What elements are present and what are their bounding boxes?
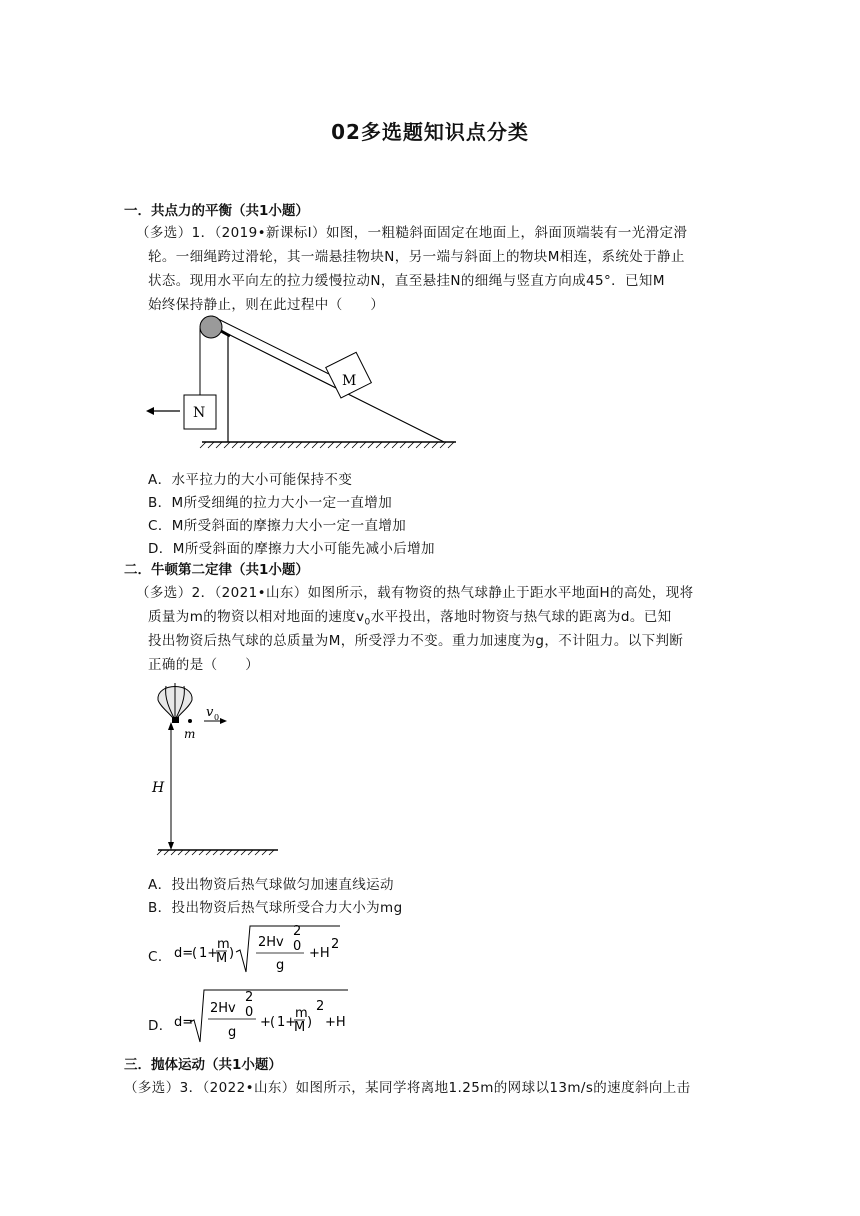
hot-air-balloon-icon [158, 683, 192, 718]
svg-text:d=: d= [174, 1015, 194, 1030]
svg-text:2Hv: 2Hv [210, 1001, 236, 1016]
question-1-line-1: （多选）1．（2019•新课标Ⅰ）如图，一粗糙斜面固定在地面上，斜面顶端装有一光滑定滑 [136, 225, 688, 241]
q1-option-d[interactable]: D．M所受斜面的摩擦力大小可能先减小后增加 [148, 541, 435, 557]
svg-text:(: ( [192, 946, 198, 961]
q2-option-b[interactable]: B．投出物资后热气球所受合力大小为mg [148, 900, 403, 916]
q2-option-d-formula [172, 986, 352, 1046]
svg-text:2: 2 [316, 999, 325, 1014]
svg-text:): ) [229, 946, 235, 961]
velocity-sub-label: 0 [214, 713, 220, 722]
svg-text:1+: 1+ [277, 1015, 297, 1030]
section-heading-2: 二．牛顿第二定律（共1小题） [124, 562, 309, 578]
q2-option-c-label[interactable]: C． [148, 949, 172, 965]
question-2-line-1: （多选）2．（2021•山东）如图所示，载有物资的热气球静止于距水平地面H的高处，现将 [136, 585, 694, 601]
height-label: H [152, 780, 165, 796]
q2-option-c-formula [172, 920, 342, 978]
question-2-line-2: 质量为m的物资以相对地面的速度$v_0$水平投出，落地时物资与热气球的距离为d。已知 [148, 609, 672, 628]
balloon-figure [150, 678, 290, 860]
svg-text:2: 2 [331, 937, 340, 952]
svg-text:(: ( [270, 1015, 276, 1030]
block-m-label: M [342, 373, 357, 389]
question-2-line-3: 投出物资后热气球的总质量为M，所受浮力不变。重力加速度为g，不计阻力。以下判断 [148, 633, 684, 649]
svg-text:m: m [217, 937, 230, 952]
section-heading-1: 一．共点力的平衡（共1小题） [124, 203, 309, 219]
svg-text:+H: +H [325, 1015, 346, 1030]
question-1-line-2: 轮。一细绳跨过滑轮，其一端悬挂物块N，另一端与斜面上的物块M相连，系统处于静止 [148, 249, 685, 265]
svg-text:2: 2 [293, 924, 302, 939]
right-arrow-icon [220, 718, 227, 724]
q1-option-c[interactable]: C．M所受斜面的摩擦力大小一定一直增加 [148, 518, 407, 534]
section-heading-3: 三．抛体运动（共1小题） [124, 1057, 282, 1073]
velocity-label: v [206, 705, 214, 720]
left-arrow-icon [146, 407, 154, 415]
svg-text:M: M [294, 1020, 306, 1035]
q1-option-b[interactable]: B．M所受细绳的拉力大小一定一直增加 [148, 495, 393, 511]
page-title: 02多选题知识点分类 [331, 120, 529, 144]
svg-text:g: g [276, 958, 285, 973]
q2-option-d-label[interactable]: D． [148, 1018, 173, 1034]
q1-option-a[interactable]: A．水平拉力的大小可能保持不变 [148, 472, 353, 488]
svg-text:2Hv: 2Hv [258, 935, 284, 950]
svg-text:m: m [295, 1006, 308, 1021]
svg-text:): ) [307, 1015, 313, 1030]
svg-text:0: 0 [293, 939, 302, 954]
question-3-line-1: （多选）3．（2022•山东）如图所示，某同学将离地1.25m的网球以13m/s的速度斜向上击 [124, 1080, 691, 1096]
svg-text:1+: 1+ [199, 946, 219, 961]
svg-text:g: g [228, 1025, 237, 1040]
svg-text:+H: +H [309, 946, 330, 961]
question-1-line-4: 始终保持静止，则在此过程中（ ） [148, 297, 385, 313]
svg-text:2: 2 [245, 990, 254, 1005]
block-n-label: N [193, 405, 206, 421]
svg-text:d=: d= [174, 946, 194, 961]
svg-text:0: 0 [245, 1005, 254, 1020]
svg-text:M: M [216, 951, 228, 966]
svg-text:+: + [260, 1015, 271, 1030]
pulley-icon [200, 316, 222, 338]
mass-label: m [184, 727, 196, 741]
question-2-line-4: 正确的是（ ） [148, 657, 260, 673]
question-1-line-3: 状态。现用水平向左的拉力缓慢拉动N，直至悬挂N的细绳与竖直方向成45°．已知M [148, 273, 665, 289]
incline-pulley-figure [140, 310, 470, 450]
q2-option-a[interactable]: A．投出物资后热气球做匀加速直线运动 [148, 877, 394, 893]
